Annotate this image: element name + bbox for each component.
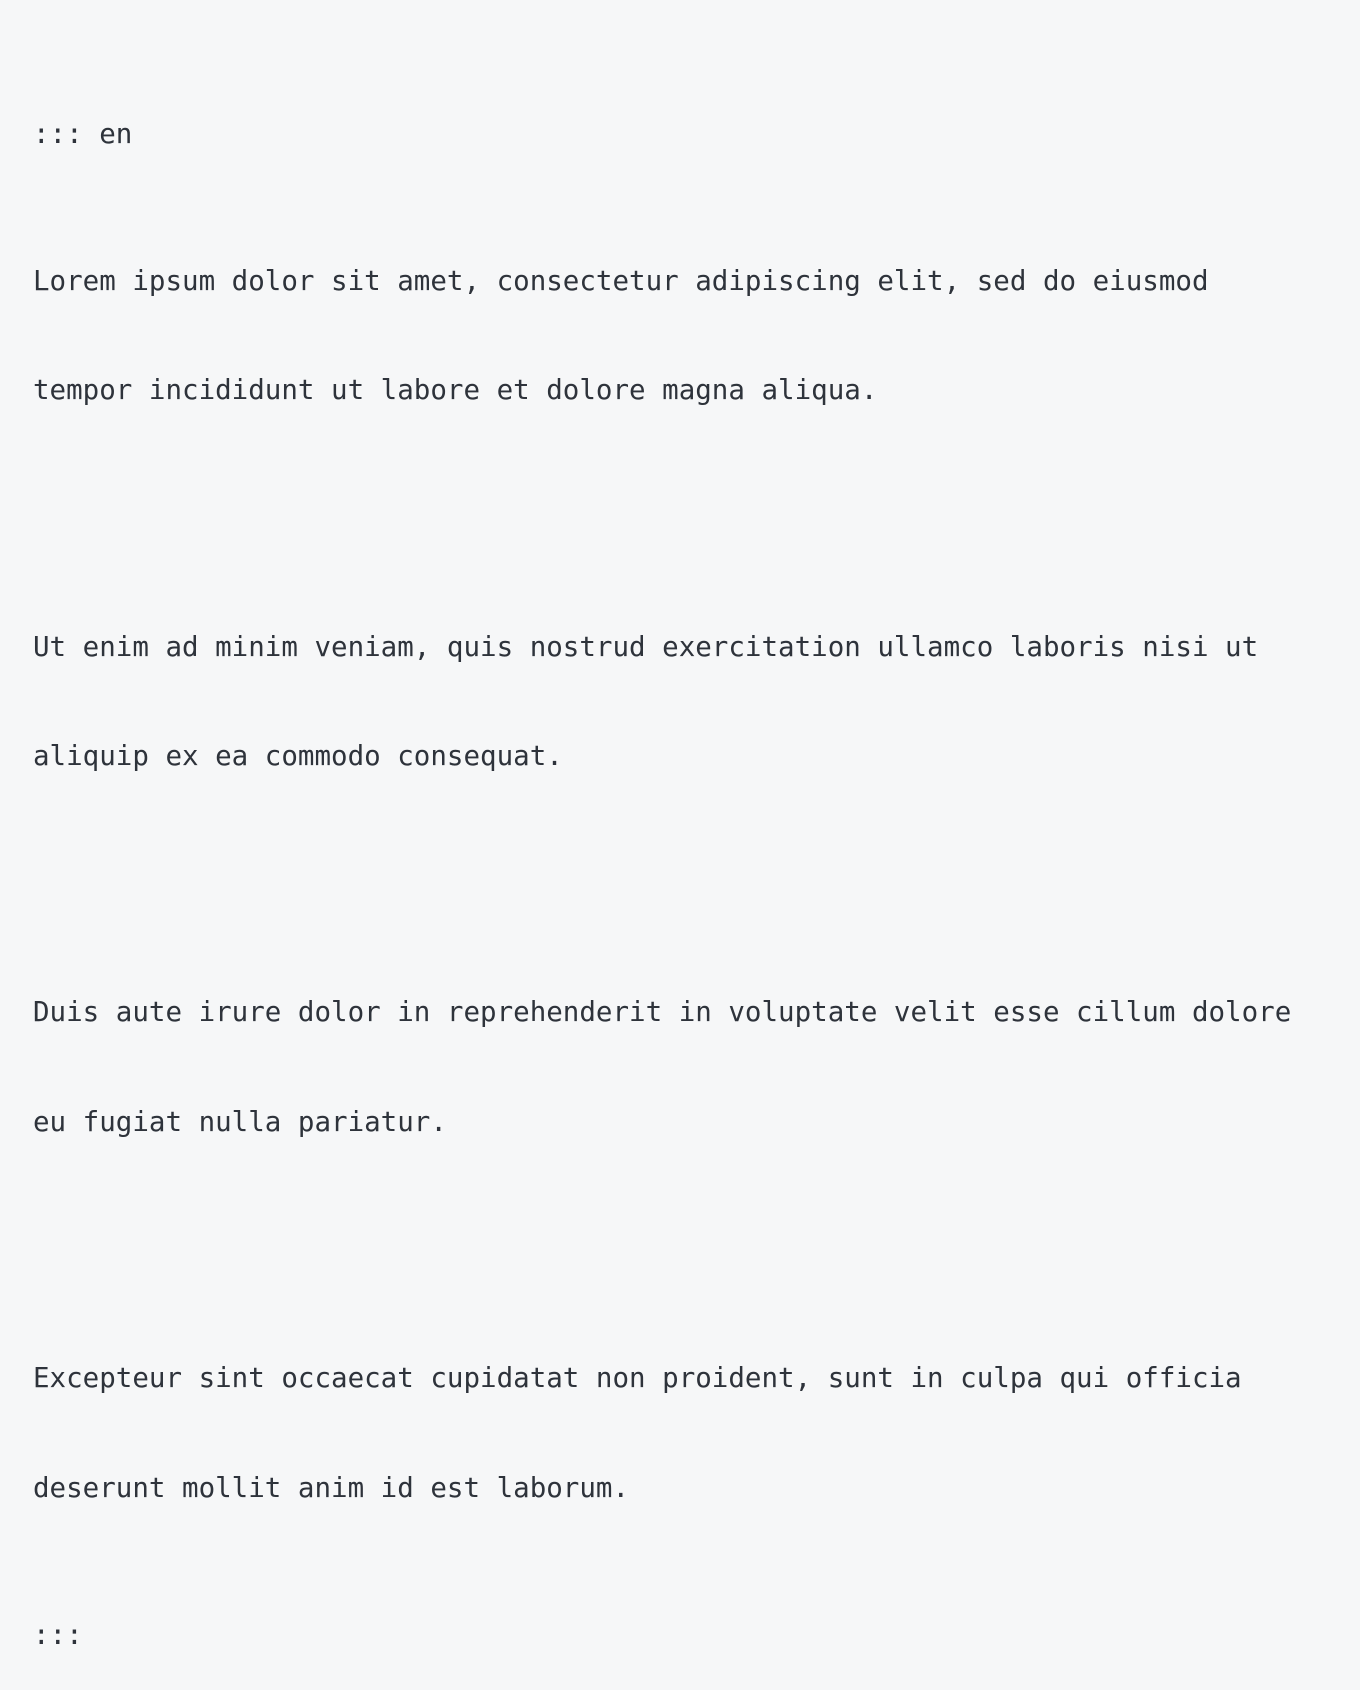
blank-line: [33, 482, 1340, 519]
text-line: eu fugiat nulla pariatur.: [33, 1106, 447, 1139]
blank-line: [33, 848, 1340, 885]
blank-line: [33, 1214, 1340, 1251]
fence-close-line: :::: [33, 1618, 83, 1651]
text-line: aliquip ex ea commodo consequat.: [33, 740, 563, 773]
fence-open-line: ::: en: [33, 118, 133, 151]
text-line: Lorem ipsum dolor sit amet, consectetur adipiscing elit, sed do eiusmod: [33, 264, 1209, 297]
text-line: Excepteur sint occaecat cupidatat non proident, sunt in culpa qui officia: [33, 1362, 1242, 1395]
text-line: tempor incididunt ut labore et dolore magna aliqua.: [33, 374, 878, 407]
text-line: deserunt mollit anim id est laborum.: [33, 1472, 630, 1505]
text-line: Duis aute irure dolor in reprehenderit in voluptate velit esse cillum dolore: [33, 996, 1292, 1029]
text-line: Ut enim ad minim veniam, quis nostrud exercitation ullamco laboris nisi ut: [33, 630, 1259, 663]
